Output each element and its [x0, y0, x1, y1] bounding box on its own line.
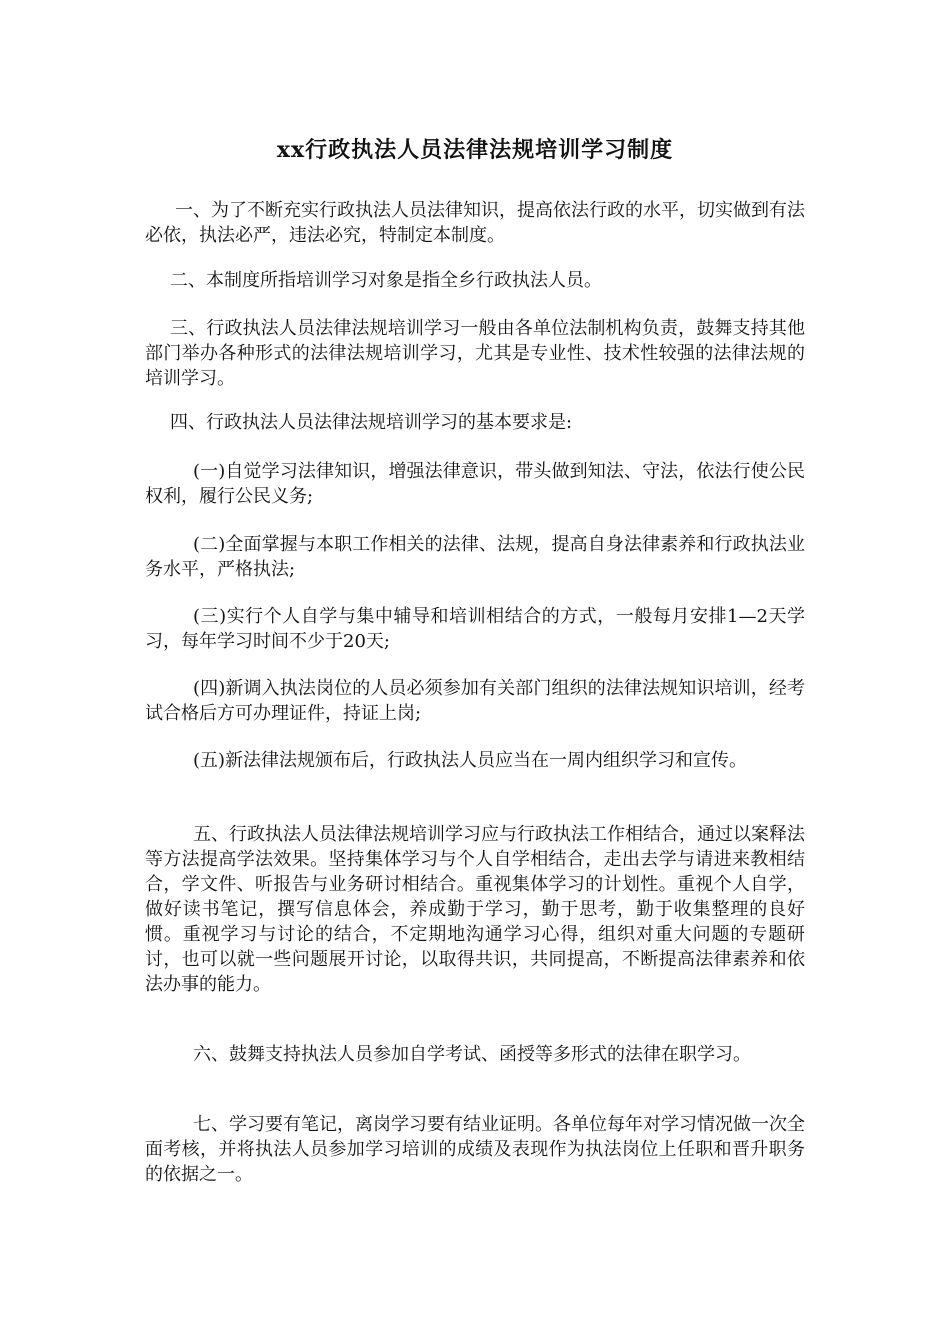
- paragraph-3: 三、行政执法人员法律法规培训学习一般由各单位法制机构负责，鼓舞支持其他部门举办各种形式的法律法规培训学习，尤其是专业性、技术性较强的法律法规的培训学习。: [145, 318, 805, 389]
- paragraph-item-4: (四)新调入执法岗位的人员必须参加有关部门组织的法律法规知识培训，经考试合格后方可办理证件，持证上岗;: [145, 678, 805, 724]
- paragraph-6: 六、鼓舞支持执法人员参加自学考试、函授等多形式的法律在职学习。: [193, 1044, 751, 1065]
- paragraph-1: 一、为了不断充实行政执法人员法律知识，提高依法行政的水平，切实做到有法必依，执法必严，违法必究，特制定本制度。: [145, 200, 805, 246]
- paragraph-item-2: (二)全面掌握与本职工作相关的法律、法规，提高自身法律素养和行政执法业务水平，严格执法;: [145, 534, 805, 580]
- document-title: xx行政执法人员法律法规培训学习制度: [276, 137, 674, 163]
- paragraph-item-5: (五)新法律法规颁布后，行政执法人员应当在一周内组织学习和宣传。: [193, 750, 748, 771]
- paragraph-item-3: (三)实行个人自学与集中辅导和培训相结合的方式，一般每月安排1—2天学习，每年学习时间不少于20天;: [145, 606, 805, 652]
- paragraph-4: 四、行政执法人员法律法规培训学习的基本要求是:: [170, 412, 573, 433]
- paragraph-2: 二、本制度所指培训学习对象是指全乡行政执法人员。: [170, 270, 602, 291]
- paragraph-item-1: (一)自觉学习法律知识，增强法律意识，带头做到知法、守法，依法行使公民权利，履行公民义务;: [145, 461, 805, 507]
- paragraph-5: 五、行政执法人员法律法规培训学习应与行政执法工作相结合，通过以案释法等方法提高学法效果。坚持集体学习与个人自学相结合，走出去学与请进来教相结合，学文件、听报告与业务研讨相结合。重视集体学习的计划性。重视个人自学，做好读书笔记，撰写信息体会，养成勤于学习，勤于思考，勤于收集整理的良好惯。重视学习与讨论的结合，不定期地沟通学习心得，组织对重大问题的专题研讨，也可以就一些问题展开讨论，以取得共识，共同提高，不断提高法律素养和依法办事的能力。: [145, 824, 805, 995]
- paragraph-7: 七、学习要有笔记，离岗学习要有结业证明。各单位每年对学习情况做一次全面考核，并将执法人员参加学习培训的成绩及表现作为执法岗位上任职和晋升职务的依据之一。: [145, 1114, 805, 1185]
